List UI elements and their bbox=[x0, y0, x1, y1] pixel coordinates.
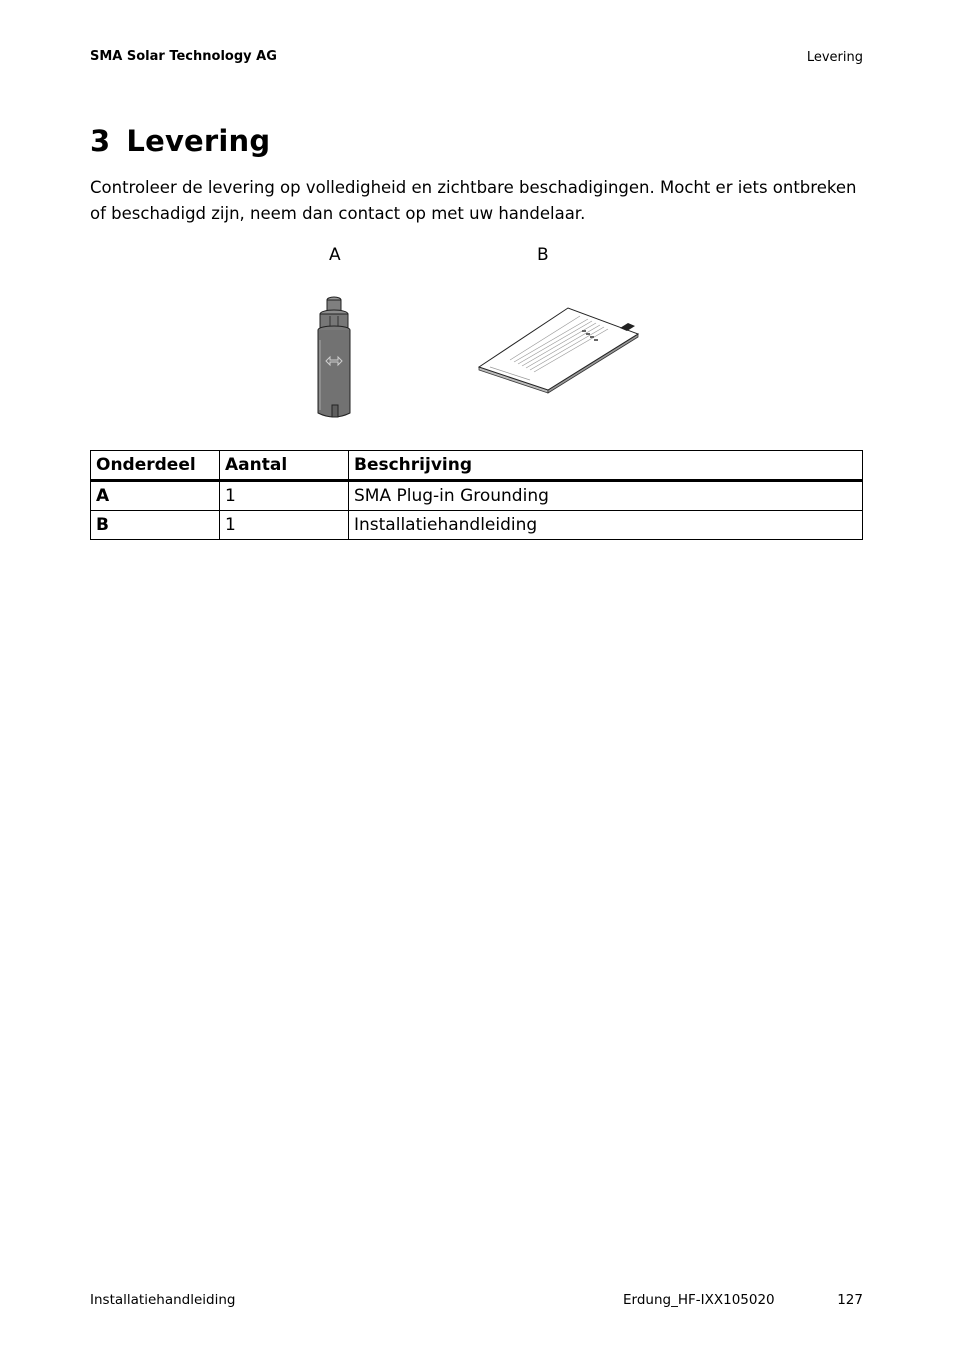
description-cell: SMA Plug-in Grounding bbox=[349, 481, 863, 511]
chapter-title bbox=[90, 124, 270, 158]
column-header-description: Beschrijving bbox=[349, 451, 863, 481]
intro-paragraph: Controleer de levering op volledigheid en zichtbare beschadigingen. Mocht er iets ontbreken of beschadigd zijn, neem dan contact op met uw handelaar. bbox=[90, 178, 857, 223]
quantity-cell: 1 bbox=[220, 511, 349, 540]
quantity-cell: 1 bbox=[220, 481, 349, 511]
footer-doc-type: Installatiehandleiding bbox=[90, 1292, 236, 1308]
plug-in-grounding-illustration bbox=[300, 285, 380, 425]
table-header-row bbox=[91, 451, 863, 481]
part-cell: B bbox=[91, 511, 220, 540]
page-number: 127 bbox=[837, 1292, 863, 1308]
column-header-part: Onderdeel bbox=[91, 451, 220, 481]
chapter-title-text: Levering bbox=[126, 124, 271, 158]
column-header-quantity: Aantal bbox=[220, 451, 349, 481]
description-cell: Installatiehandleiding bbox=[349, 511, 863, 540]
installation-manual-illustration bbox=[470, 300, 650, 400]
part-cell: A bbox=[91, 481, 220, 511]
footer-doc-id: Erdung_HF-IXX105020 bbox=[623, 1292, 775, 1308]
table-row bbox=[91, 481, 863, 511]
header-company: SMA Solar Technology AG bbox=[90, 49, 277, 64]
header-section: Levering bbox=[806, 50, 863, 65]
figure-label-a: A bbox=[329, 245, 341, 265]
figure-label-b: B bbox=[537, 245, 549, 265]
delivery-table bbox=[90, 450, 863, 540]
table-row bbox=[91, 511, 863, 540]
chapter-number: 3 bbox=[90, 124, 111, 158]
